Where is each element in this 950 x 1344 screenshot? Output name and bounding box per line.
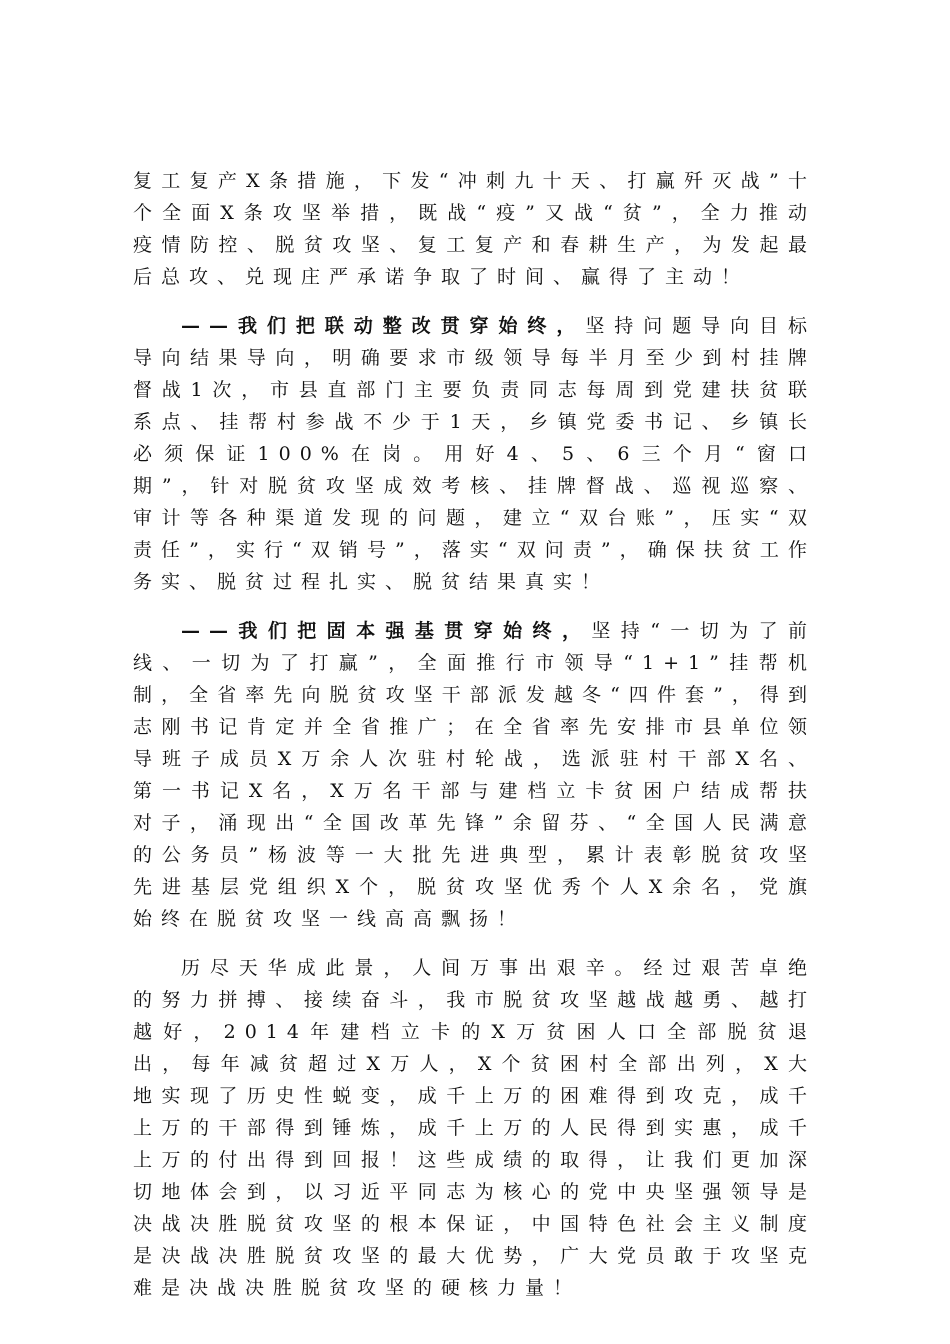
paragraph-consolidate-foundation — [133, 615, 816, 935]
paragraph-lead: ——我们把固本强基贯穿始终， — [181, 620, 592, 642]
document-page — [133, 165, 816, 1321]
paragraph-text: 历尽天华成此景，人间万事出艰辛。经过艰苦卓绝的努力拼搏、接续奋斗，我市脱贫攻坚越战越勇、越打越好，2014年建档立卡的X万贫困人口全部脱贫退出，每年减贫超过X万人，X个贫困村全部出列，X大地实现了历史性蜕变，成千上万的困难得到攻克，成千上万的干部得到锤炼，成千上万的人民得到实惠，成千上万的付出得到回报！这些成绩的取得，让我们更加深切地体会到，以习近平同志为核心的党中央坚强领导是决战决胜脱贫攻坚的根本保证，中国特色社会主义制度是决战决胜脱贫攻坚的最大优势，广大党员敢于攻坚克难是决战决胜脱贫攻坚的硬核力量！ — [133, 957, 816, 1299]
paragraph-linked-rectification — [133, 310, 816, 598]
paragraph-achievements — [133, 952, 816, 1304]
paragraph-lead: ——我们把联动整改贯穿始终， — [181, 315, 586, 337]
paragraph-text: 复工复产X条措施，下发“冲刺九十天、打赢歼灭战”十个全面X条攻坚举措，既战“疫”又战“贫”，全力推动疫情防控、脱贫攻坚、复工复产和春耕生产，为发起最后总攻、兑现庄严承诺争取了时间、赢得了主动！ — [133, 170, 816, 288]
paragraph-text: 坚持“一切为了前线、一切为了打赢”，全面推行市领导“1+1”挂帮机制，全省率先向脱贫攻坚干部派发越冬“四件套”，得到志刚书记肯定并全省推广；在全省率先安排市县单位领导班子成员X万余人次驻村轮战，选派驻村干部X名、第一书记X名，X万名干部与建档立卡贫困户结成帮扶对子，涌现出“全国改革先锋”余留芬、“全国人民满意的公务员”杨波等一大批先进典型，累计表彰脱贫攻坚先进基层党组织X个，脱贫攻坚优秀个人X余名，党旗始终在脱贫攻坚一线高高飘扬！ — [133, 620, 816, 930]
paragraph-text: 坚持问题导向目标导向结果导向，明确要求市级领导每半月至少到村挂牌督战1次，市县直部门主要负责同志每周到党建扶贫联系点、挂帮村参战不少于1天，乡镇党委书记、乡镇长必须保证100%在岗。用好4、5、6三个月“窗口期”，针对脱贫攻坚成效考核、挂牌督战、巡视巡察、审计等各种渠道发现的问题，建立“双台账”，压实“双责任”，实行“双销号”，落实“双问责”，确保扶贫工作务实、脱贫过程扎实、脱贫结果真实！ — [133, 315, 816, 593]
paragraph-continuation — [133, 165, 816, 293]
